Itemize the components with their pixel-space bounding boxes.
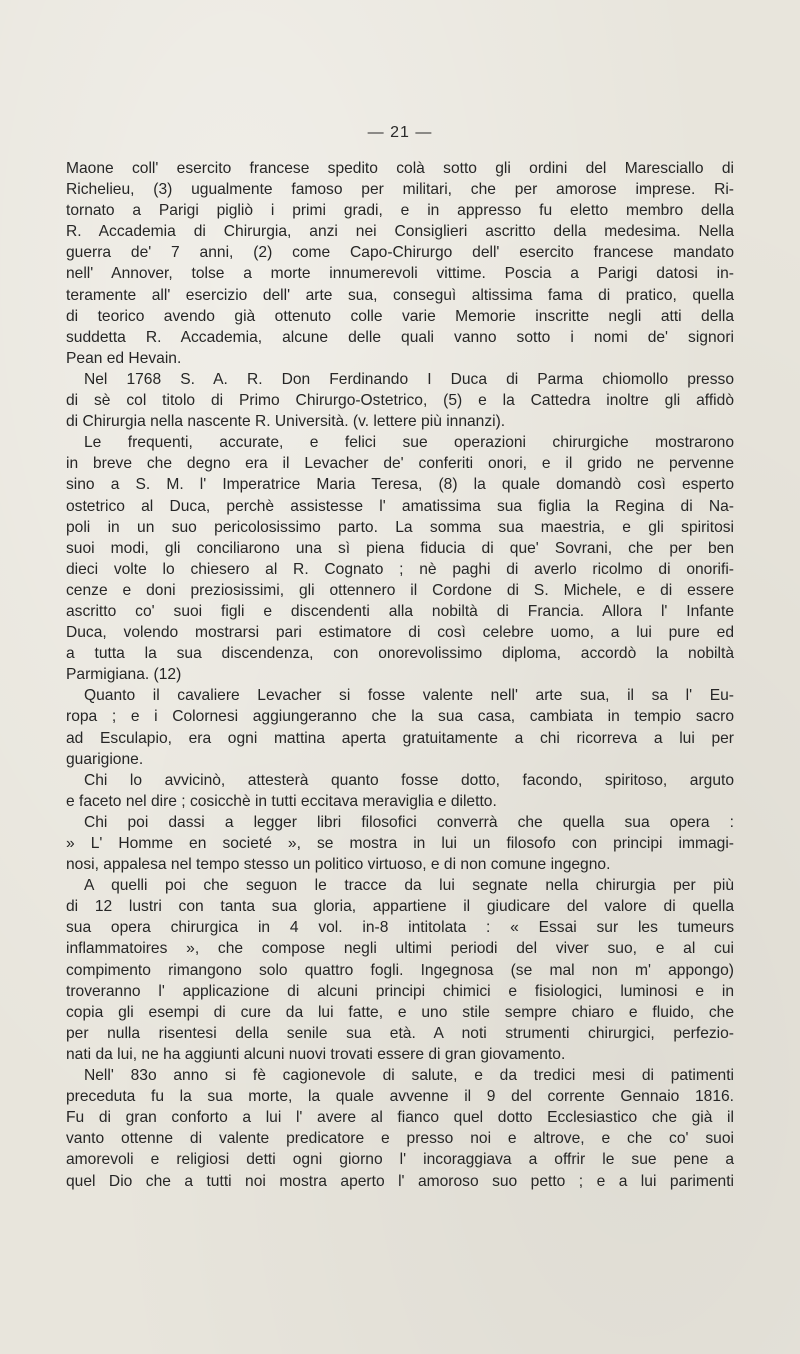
text-line: preceduta fu la sua morte, la quale avvenne il 9 del corrente Gennaio 1816. (66, 1088, 734, 1106)
text-line: e faceto nel dire ; cosicchè in tutti eccitava meraviglia e diletto. (66, 792, 497, 810)
text-line: poli in un suo pericolosissimo parto. La somma sua maestria, e gli spiritosi (66, 518, 734, 536)
text-line: a tutta la sua discendenza, con onorevolissimo diploma, accordò la nobiltà (66, 645, 734, 663)
text-line: Nel 1768 S. A. R. Don Ferdinando I Duca di Parma chiomollo presso (84, 370, 734, 388)
text-line: per nulla risentesi della senile sua età. A noti strumenti chirurgici, perfezio- (66, 1024, 734, 1042)
text-line: Maone coll' esercito francese spedito colà sotto gli ordini del Maresciallo di (66, 160, 734, 177)
text-line: sino a S. M. l' Imperatrice Maria Teresa, (8) la quale domandò così esperto (66, 476, 734, 494)
text-line: tornato a Parigi pigliò i primi gradi, e in appresso fu eletto membro della (66, 202, 734, 220)
text-line: amorevoli e religiosi detti ogni giorno l' incoraggiava a offrir le sue pene a (66, 1151, 734, 1169)
text-line: nell' Annover, tolse a morte innumerevoli vittime. Poscia a Parigi datosi in- (66, 265, 734, 283)
text-line: inflammatoires », che compose negli ultimi periodi del viver suo, e al cui (66, 940, 734, 958)
text-line: Parmigiana. (12) (66, 666, 182, 684)
text-line: ostetrico al Duca, perchè assistesse l' amatissima sua figlia la Regina di Na- (66, 497, 734, 515)
body-text (66, 158, 734, 1192)
text-line: dieci volte lo chiesero al R. Cognato ; nè paghi di averlo ricolmo di onorifi- (66, 560, 734, 578)
text-line: R. Accademia di Chirurgia, anzi nei Consiglieri ascritto della medesima. Nella (66, 223, 734, 241)
text-line: Richelieu, (3) ugualmente famoso per militari, che per amorose imprese. Ri- (66, 181, 734, 199)
page-number: — 21 — (367, 124, 433, 141)
text-line: Duca, volendo mostrarsi pari estimatore di così celebre uomo, a lui pure ed (66, 624, 734, 642)
text-line: suoi modi, gli conciliarono una sì piena fiducia di que' Sovrani, che per ben (66, 539, 734, 557)
text-line: teramente all' esercizio dell' arte sua, conseguì altissima fama di pratico, quella (66, 286, 734, 304)
text-line: in breve che degno era il Levacher de' conferiti onori, e il grido ne pervenne (66, 455, 734, 473)
text-line: ropa ; e i Colornesi aggiungeranno che la sua casa, cambiata in tempio sacro (66, 708, 734, 726)
text-line: sua opera chirurgica in 4 vol. in-8 intitolata : « Essai sur les tumeurs (66, 919, 734, 937)
text-line: ascritto co' suoi figli e discendenti alla nobiltà di Francia. Allora l' Infante (66, 602, 734, 620)
text-line: guarigione. (66, 750, 144, 768)
text-line: quel Dio che a tutti noi mostra aperto l' amoroso suo petto ; e a lui parimenti (66, 1172, 734, 1190)
text-line: Pean ed Hevain. (66, 349, 182, 367)
text-line: nati da lui, ne ha aggiunti alcuni nuovi trovati essere di gran giovamento. (66, 1045, 566, 1063)
text-line: vanto ottenne di valente predicatore e presso noi e altrove, e che co' suoi (66, 1130, 734, 1148)
text-line: » L' Homme en societé », se mostra in lui un filosofo con principi immagi- (66, 835, 734, 852)
text-line: cenze e doni preziosissimi, gli ottennero il Cordone di S. Michele, e di essere (66, 581, 734, 599)
text-line: guerra de' 7 anni, (2) come Capo-Chirurgo dell' esercito francese mandato (66, 244, 734, 262)
text-line: compimento rimangono solo quattro fogli. Ingegnosa (se mal non m' appongo) (66, 961, 734, 979)
text-line: ad Esculapio, era ogni mattina aperta gratuitamente a chi ricorreva a lui per (66, 729, 734, 747)
text-line: copia gli esempi di cure da lui fatte, e uno stile sempre chiaro e fluido, che (66, 1003, 734, 1021)
text-line: di 12 lustri con tanta sua gloria, appartiene il giudicare del valore di quella (66, 898, 734, 916)
text-line: Le frequenti, accurate, e felici sue operazioni chirurgiche mostrarono (84, 434, 734, 452)
text-line: di Chirurgia nella nascente R. Università. (v. lettere più innanzi). (66, 413, 506, 431)
text-line: nosi, appalesa nel tempo stesso un politico virtuoso, e di non comune ingegno. (66, 856, 611, 874)
text-line: suddetta R. Accademia, alcune delle quali vanno sotto i nomi de' signori (66, 328, 734, 346)
text-line: Chi poi dassi a legger libri filosofici converrà che quella sua opera : (84, 813, 734, 831)
text-line: Nell' 83o anno si fè cagionevole di salute, e da tredici mesi di patimenti (84, 1067, 734, 1085)
text-line: Fu di gran conforto a lui l' avere al fianco quel dotto Ecclesiastico che già il (66, 1109, 734, 1127)
text-line: di sè col titolo di Primo Chirurgo-Ostetrico, (5) e la Cattedra inoltre gli affidò (66, 392, 734, 410)
text-line: A quelli poi che seguon le tracce da lui segnate nella chirurgia per più (84, 877, 734, 895)
text-line: di teorico avendo già ottenuto colle varie Memorie inscritte negli atti della (66, 307, 734, 325)
text-line: Quanto il cavaliere Levacher si fosse valente nell' arte sua, il sa l' Eu- (84, 687, 734, 705)
text-line: troveranno l' applicazione di alcuni principi chimici e fisiologici, luminosi e in (66, 982, 734, 1000)
text-line: Chi lo avvicinò, attesterà quanto fosse dotto, facondo, spiritoso, arguto (84, 771, 734, 789)
